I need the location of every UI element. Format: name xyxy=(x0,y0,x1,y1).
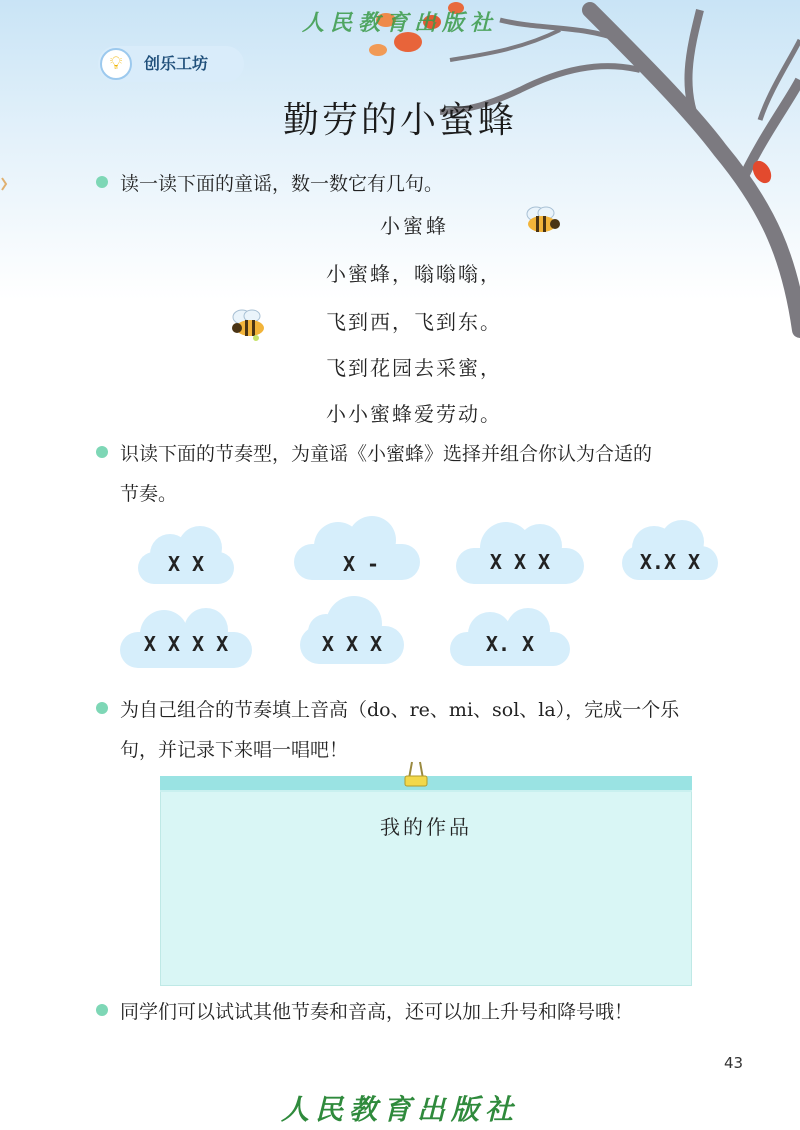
instruction-4: 同学们可以试试其他节奏和音高，还可以加上升号和降号哦！ xyxy=(96,992,633,1032)
poem-line: 小小蜜蜂爱劳动。 xyxy=(326,402,502,426)
instruction-1: 读一读下面的童谣，数一数它有几句。 xyxy=(96,164,443,204)
section-badge xyxy=(98,46,244,82)
rhythm-pattern: X X xyxy=(167,552,205,576)
bullet-dot xyxy=(96,176,108,188)
rhythm-pattern: X X X X xyxy=(143,632,229,656)
bee-icon xyxy=(226,308,274,342)
rhythm-pattern: X.X X xyxy=(639,550,701,574)
rhythm-pattern: X. X xyxy=(485,632,535,656)
rhythm-cloud xyxy=(116,604,256,672)
bullet-dot xyxy=(96,1004,108,1016)
page-title: 勤劳的小蜜蜂 xyxy=(282,100,517,141)
poem-line: 飞到西，飞到东。 xyxy=(326,310,502,334)
instruction-2: 识读下面的节奏型，为童谣《小蜜蜂》选择并组合你认为合适的 节奏。 xyxy=(96,434,652,514)
rhythm-cloud xyxy=(290,516,424,584)
rhythm-pattern: X X X xyxy=(489,550,551,574)
poem-line: 飞到花园去采蜜， xyxy=(326,356,502,380)
my-work-board[interactable] xyxy=(160,776,692,986)
bee-icon xyxy=(518,204,566,238)
publisher-watermark-top: 人民教育出版社 xyxy=(301,10,498,36)
instruction-3: 为自己组合的节奏填上音高（do、re、mi、sol、la），完成一个乐 句，并记录下来唱一唱吧！ xyxy=(96,690,679,770)
publisher-watermark-bottom: 人民教育出版社 xyxy=(280,1093,519,1126)
rhythm-cloud xyxy=(452,518,588,588)
rhythm-cloud xyxy=(618,518,722,584)
rhythm-pattern: X - xyxy=(342,552,380,576)
binder-clip-icon xyxy=(402,758,430,788)
poem-title: 小蜜蜂 xyxy=(380,214,449,238)
lightbulb-icon: 💡︎ xyxy=(100,48,132,80)
rhythm-cloud xyxy=(446,604,574,670)
page-number: 43 xyxy=(724,1054,744,1072)
rhythm-cloud xyxy=(134,526,238,588)
board-title: 我的作品 xyxy=(380,815,472,839)
poem-line: 小蜜蜂，嗡嗡嗡， xyxy=(326,262,502,286)
bullet-dot xyxy=(96,446,108,458)
rhythm-pattern: X X X xyxy=(321,632,383,656)
rhythm-cloud xyxy=(296,592,408,668)
bullet-dot xyxy=(96,702,108,714)
section-badge-label: 创乐工坊 xyxy=(144,54,209,73)
